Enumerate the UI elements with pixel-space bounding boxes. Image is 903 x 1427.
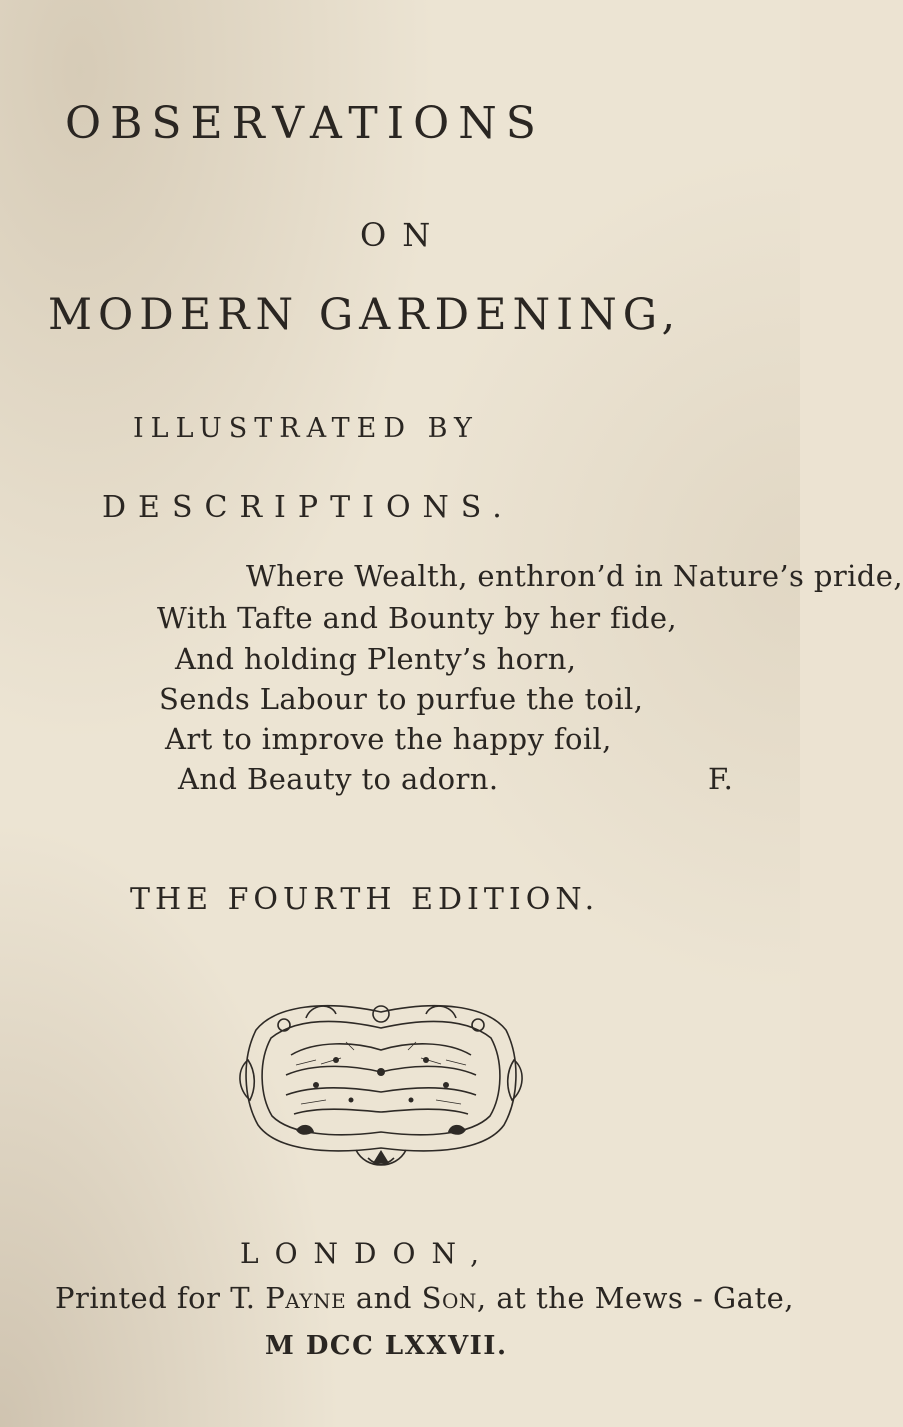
imprint-printer-son: Son — [421, 1281, 477, 1315]
illustrated-by-line: ILLUSTRATED BY — [133, 413, 479, 444]
epigraph-line-5: Art to improve the happy foil, — [165, 722, 612, 756]
epigraph-line-2: With Tafte and Bounty by her fide, — [157, 601, 678, 635]
floral-printers-ornament-icon — [236, 1000, 526, 1172]
imprint-date: M DCC LXXVII. — [265, 1331, 508, 1361]
book-subject: MODERN GARDENING, — [48, 290, 682, 340]
imprint-printer-name: Payne — [265, 1281, 347, 1315]
edition-line: THE FOURTH EDITION. — [130, 882, 600, 917]
imprint-printed-suffix: , at the Mews - Gate, — [476, 1281, 795, 1315]
imprint-printer-line — [55, 1281, 794, 1315]
epigraph-attribution: F. — [708, 762, 733, 796]
imprint-city: LONDON, — [240, 1237, 496, 1270]
epigraph-line-1: Where Wealth, enthron’d in Nature’s pride, — [246, 559, 903, 593]
epigraph-line-4: Sends Labour to purfue the toil, — [159, 682, 644, 716]
descriptions-line: DESCRIPTIONS. — [102, 490, 514, 525]
imprint-printed-middle: and — [355, 1281, 412, 1315]
book-title: OBSERVATIONS — [65, 98, 545, 149]
epigraph-line-6: And Beauty to adorn. — [178, 762, 499, 796]
epigraph-line-3: And holding Plenty’s horn, — [175, 642, 577, 676]
imprint-printed-prefix: Printed for T. — [55, 1281, 256, 1315]
title-connector: ON — [360, 216, 447, 254]
